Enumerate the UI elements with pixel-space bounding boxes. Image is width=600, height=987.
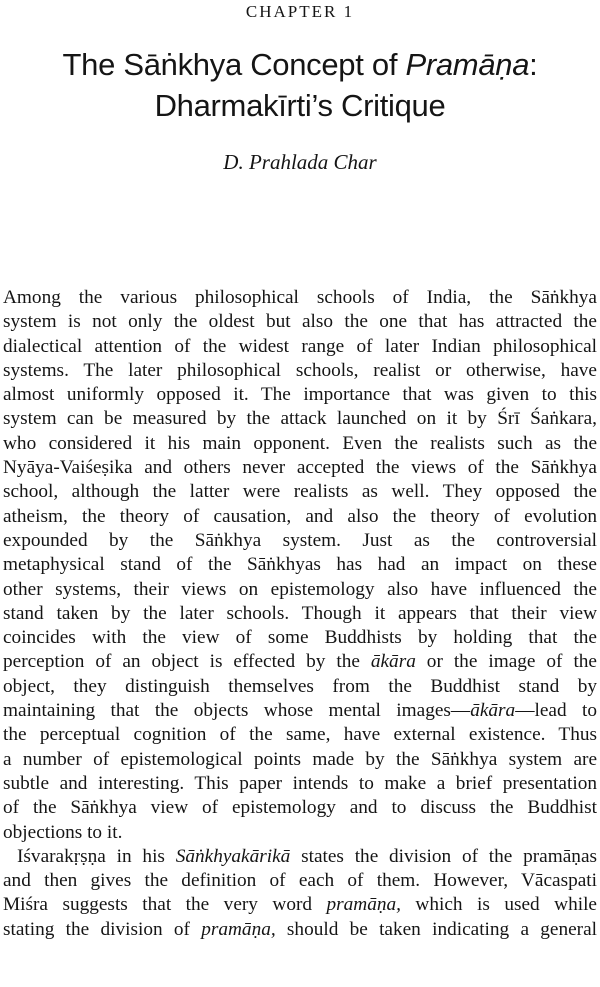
text-line: school, although the latter were realists as well. They opposed the [3,481,597,503]
text-line: systems. The later philosophical schools, realist or otherwise, have [3,359,597,381]
text-line: the perceptual cognition of the same, have external existence. Thus [3,724,597,746]
text-line: Miśra suggests that the very word pramāṇa, which is used while [3,894,597,916]
text-line: perception of an object is effected by the ākāra or the image of the [3,651,597,673]
text-line: Among the various philosophical schools of India, the Sāṅkhya [3,287,597,308]
text-line: of the Sāṅkhya view of epistemology and to discuss the Buddhist [3,797,597,819]
text-line: maintaining that the objects whose mental images—ākāra—lead to [3,700,597,722]
text-line: almost uniformly opposed it. The importance that was given to this [3,384,597,406]
text-line: expounded by the Sāṅkhya system. Just as the controversial [3,529,597,551]
text-line: metaphysical stand of the Sāṅkhyas has had an impact on these [3,554,597,576]
text-line: subtle and interesting. This paper intends to make a brief presentation [3,772,597,794]
text-line: a number of epistemological points made by the Sāṅkhya system are [3,748,597,770]
chapter-label: CHAPTER 1 [245,2,355,21]
title-line-2: Dharmakīrti’s Critique [154,88,446,123]
text-line: dialectical attention of the widest range of later Indian philosophical [3,335,597,357]
text-line: Nyāya-Vaiśeṣika and others never accepted the views of the Sāṅkhya [3,457,597,479]
text-line: stand taken by the later schools. Though it appears that their view [3,602,597,624]
text-line: who considered it his main opponent. Even the realists such as the [3,432,597,454]
text-line: object, they distinguish themselves from the Buddhist stand by [3,675,597,697]
text-line: atheism, the theory of causation, and also the theory of evolution [3,505,597,527]
text-line: other systems, their views on epistemology also have influenced the [3,578,597,600]
author-name: D. Prahlada Char [223,150,377,174]
text-line: system is not only the oldest but also the one that has attracted the [3,311,597,333]
text-line: coincides with the view of some Buddhists by holding that the [3,627,597,649]
body-text [3,286,597,942]
text-line: Iśvarakṛṣṇa in his Sāṅkhyakārikā states the division of the pramāṇas [17,845,598,867]
title-line-1: The Sāṅkhya Concept of Pramāṇa: [62,47,538,82]
text-line: system can be measured by the attack launched on it by Śrī Śaṅkara, [3,408,597,430]
text-line: and then gives the definition of each of them. However, Vācaspati [3,870,597,892]
text-line: objections to it. [3,821,123,843]
text-line: stating the division of pramāṇa, should be taken indicating a general [3,918,598,940]
chapter-title [0,44,600,126]
